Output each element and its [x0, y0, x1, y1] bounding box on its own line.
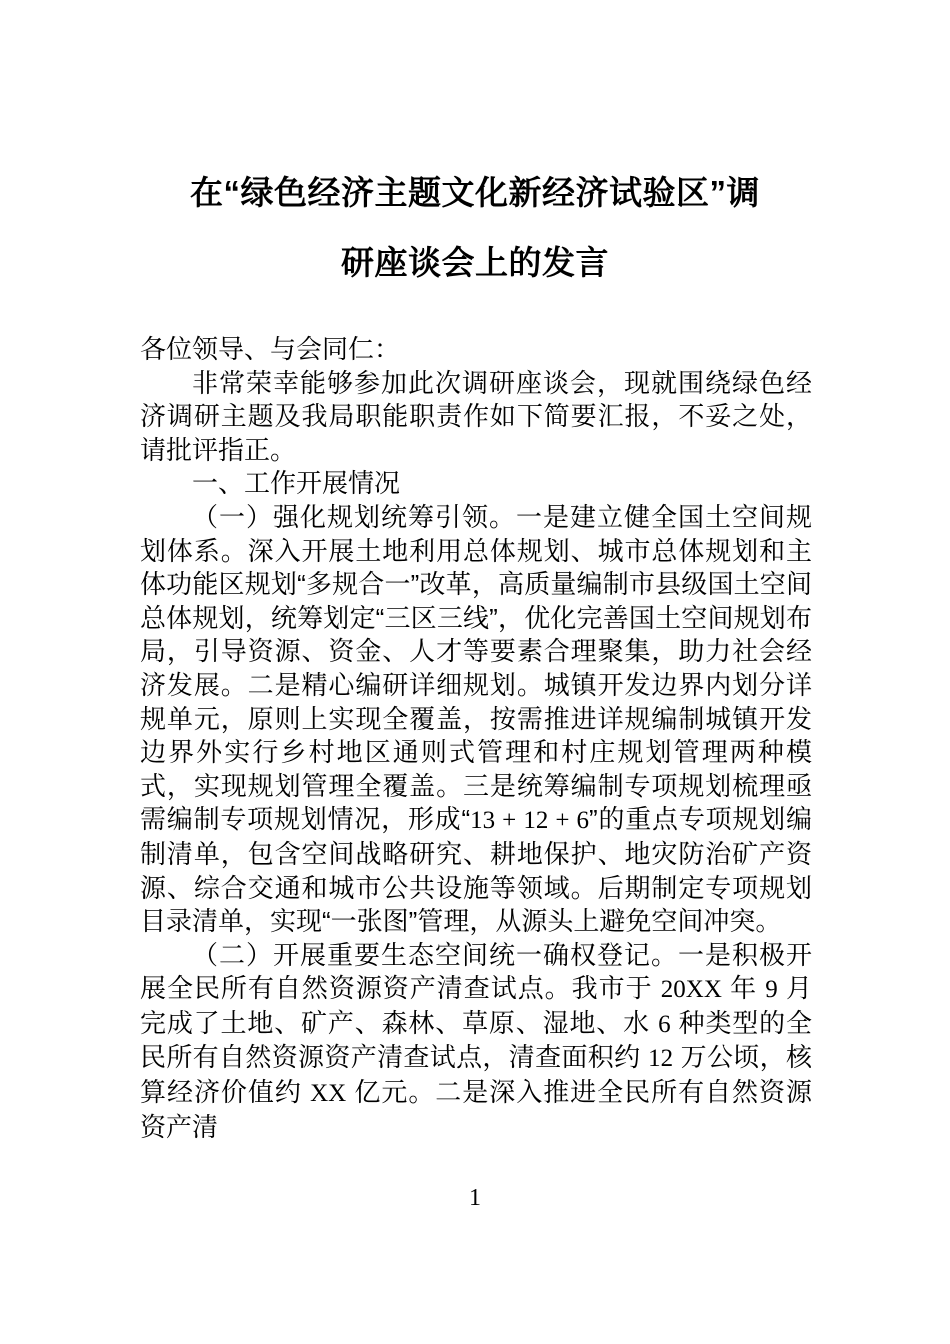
salutation: 各位领导、与会同仁： — [140, 334, 401, 364]
page-title — [140, 158, 810, 298]
title-line-2: 研座谈会上的发言 — [341, 244, 609, 281]
section-heading-one: 一、工作开展情况 — [192, 468, 401, 499]
paragraph-item-two: （二）开展重要生态空间统一确权登记。一是积极开展全民所有自然资源资产清查试点。我市于 20XX 年 9 月完成了土地、矿产、森林、草原、湿地、水 6 种类型的全民所有自然资源资产清查试点，清查面积约 12 万公顷，核算经济价值约 XX 亿元。二是深入推进全民所有自然资源资产清 — [140, 939, 812, 1142]
paragraph-opening: 非常荣幸能够参加此次调研座谈会，现就围绕绿色经济调研主题及我局职能职责作如下简要汇报，不妥之处，请批评指正。 — [140, 367, 812, 465]
page-number: 1 — [469, 1185, 481, 1211]
paragraph-item-one: （一）强化规划统筹引领。一是建立健全国土空间规划体系。深入开展土地利用总体规划、城市总体规划和主体功能区规划“多规合一”改革，高质量编制市县级国土空间总体规划，统筹划定“三区三线”，优化完善国土空间规划布局，引导资源、资金、人才等要素合理聚集，助力社会经济发展。二是精心编研详细规划。城镇开发边界内划分详规单元，原则上实现全覆盖，按需推进详规编制城镇开发边界外实行乡村地区通则式管理和村庄规划管理两种模式，实现规划管理全覆盖。三是统筹编制专项规划梳理亟需编制专项规划情况，形成“13 + 12 + 6”的重点专项规划编制清单，包含空间战略研究、耕地保护、地灾防治矿产资源、综合交通和城市公共设施等领域。后期制定专项规划目录清单，实现“一张图”管理，从源头上避免空间冲突。 — [140, 501, 812, 937]
title-line-1: 在“绿色经济主题文化新经济试验区”调 — [190, 174, 760, 211]
document-body — [140, 333, 812, 1144]
